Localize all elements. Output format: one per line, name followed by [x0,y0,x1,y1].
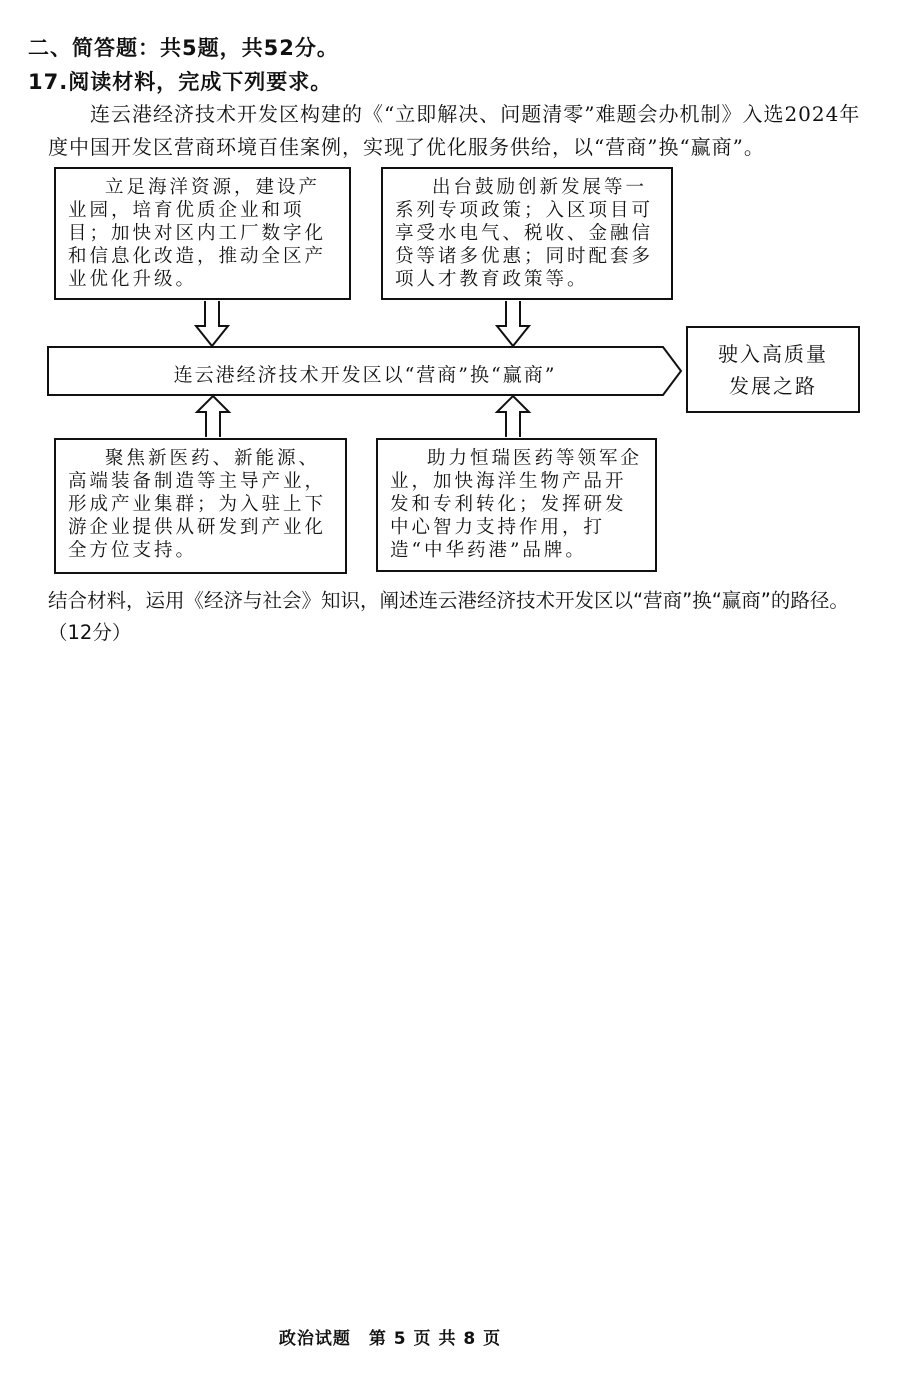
main-arrow-label: 连云港经济技术开发区以“营商”换“赢商” [173,363,557,386]
measure-box-cluster: 聚焦新医药、新能源、高端装备制造等主导产业，形成产业集群；为入驻上下游企业提供从研发到产业化全方位支持。 [54,438,347,574]
measure-box-industry: 立足海洋资源，建设产业园，培育优质企业和项目；加快对区内工厂数字化和信息化改造，推动全区产业优化升级。 [54,167,351,300]
page-footer: 政治试题 第 5 页 共 8 页 [278,1329,502,1349]
down-arrow-right [497,301,529,346]
result-box: 驶入高质量发展之路 [686,326,860,413]
up-arrow-left [197,396,229,437]
up-arrow-right [497,396,529,437]
section-title: 二、简答题：共5题，共52分。 [28,36,339,60]
material-paragraph: 连云港经济技术开发区构建的《“立即解决、问题清零”难题会办机制》入选2024年度中国开发区营商环境百佳案例，实现了优化服务供给，以“营商”换“赢商”。 [48,102,861,159]
question-title: 17.阅读材料，完成下列要求。 [28,70,333,94]
question-task: 结合材料，运用《经济与社会》知识，阐述连云港经济技术开发区以“营商”换“赢商”的路径。（12分） [48,589,849,644]
measure-box-innovation: 助力恒瑞医药等领军企业，加快海洋生物产品开发和专利转化；发挥研发中心智力支持作用，打造“中华药港”品牌。 [376,438,657,572]
down-arrow-left [196,301,228,346]
measure-box-policy: 出台鼓励创新发展等一系列专项政策；入区项目可享受水电气、税收、金融信贷等诸多优惠；同时配套多项人才教育政策等。 [381,167,673,300]
